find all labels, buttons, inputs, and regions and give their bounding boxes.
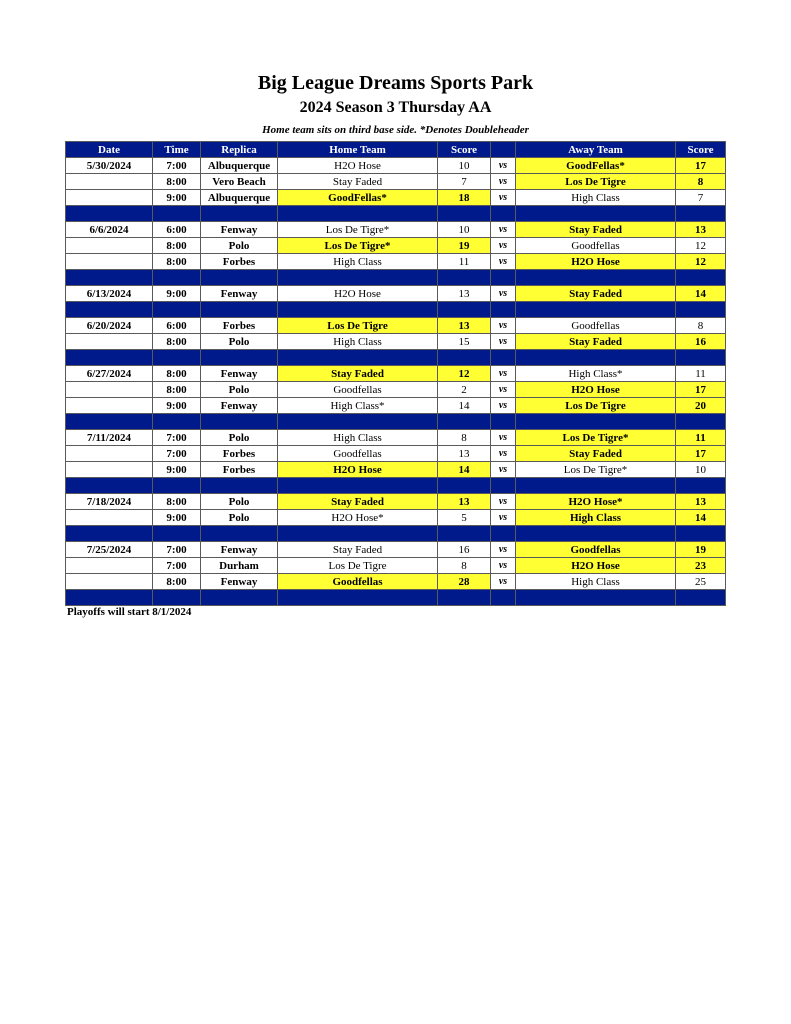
away-team: Goodfellas: [516, 238, 676, 254]
game-time: 9:00: [153, 462, 201, 478]
game-replica: Fenway: [201, 542, 278, 558]
separator-cell: [491, 478, 516, 494]
home-team: H2O Hose*: [278, 510, 438, 526]
separator-cell: [676, 526, 726, 542]
home-score: 8: [438, 430, 491, 446]
separator-cell: [516, 270, 676, 286]
vs-label: vs: [491, 222, 516, 238]
vs-label: vs: [491, 398, 516, 414]
away-team: High Class: [516, 510, 676, 526]
away-team: Goodfellas: [516, 318, 676, 334]
game-time: 9:00: [153, 190, 201, 206]
home-team: High Class: [278, 254, 438, 270]
game-time: 9:00: [153, 510, 201, 526]
separator-cell: [66, 414, 153, 430]
away-team: Stay Faded: [516, 286, 676, 302]
separator-cell: [66, 590, 153, 606]
separator-cell: [278, 206, 438, 222]
separator-cell: [516, 414, 676, 430]
separator-cell: [676, 270, 726, 286]
separator-cell: [491, 302, 516, 318]
away-team: Los De Tigre: [516, 174, 676, 190]
game-replica: Forbes: [201, 318, 278, 334]
home-team: Stay Faded: [278, 494, 438, 510]
game-replica: Forbes: [201, 254, 278, 270]
table-row: [66, 574, 726, 590]
home-team: Goodfellas: [278, 382, 438, 398]
home-team: High Class: [278, 430, 438, 446]
vs-label: vs: [491, 558, 516, 574]
game-time: 8:00: [153, 574, 201, 590]
vs-label: vs: [491, 462, 516, 478]
table-row: [66, 494, 726, 510]
home-team: Goodfellas: [278, 574, 438, 590]
separator-cell: [516, 302, 676, 318]
game-time: 7:00: [153, 558, 201, 574]
home-team: Stay Faded: [278, 542, 438, 558]
vs-label: vs: [491, 238, 516, 254]
separator-cell: [201, 590, 278, 606]
separator-cell: [516, 526, 676, 542]
separator-cell: [516, 350, 676, 366]
game-date: 6/6/2024: [66, 222, 153, 238]
game-time: 7:00: [153, 446, 201, 462]
away-team: Los De Tigre*: [516, 430, 676, 446]
separator-cell: [676, 414, 726, 430]
away-team: Los De Tigre: [516, 398, 676, 414]
home-score: 13: [438, 318, 491, 334]
vs-label: vs: [491, 158, 516, 174]
home-team: GoodFellas*: [278, 190, 438, 206]
away-team: High Class: [516, 574, 676, 590]
separator-cell: [516, 206, 676, 222]
week-separator: [66, 302, 726, 318]
separator-cell: [201, 350, 278, 366]
home-score: 15: [438, 334, 491, 350]
separator-cell: [438, 526, 491, 542]
home-team: High Class: [278, 334, 438, 350]
away-score: 20: [676, 398, 726, 414]
game-date-empty: [66, 446, 153, 462]
separator-cell: [153, 414, 201, 430]
game-date: 6/13/2024: [66, 286, 153, 302]
away-score: 23: [676, 558, 726, 574]
week-separator: [66, 206, 726, 222]
home-team: H2O Hose: [278, 286, 438, 302]
away-team: H2O Hose: [516, 382, 676, 398]
separator-cell: [201, 414, 278, 430]
schedule-body: [66, 158, 726, 606]
home-score: 13: [438, 446, 491, 462]
game-date: 7/18/2024: [66, 494, 153, 510]
separator-cell: [153, 478, 201, 494]
page-title: Big League Dreams Sports Park: [257, 72, 534, 94]
table-row: [66, 446, 726, 462]
col-header-home-score: Score: [438, 142, 491, 158]
vs-label: vs: [491, 286, 516, 302]
home-score: 13: [438, 286, 491, 302]
separator-cell: [278, 478, 438, 494]
table-row: [66, 510, 726, 526]
game-time: 9:00: [153, 398, 201, 414]
game-replica: Polo: [201, 494, 278, 510]
separator-cell: [153, 302, 201, 318]
separator-cell: [676, 478, 726, 494]
week-separator: [66, 270, 726, 286]
game-date: 7/25/2024: [66, 542, 153, 558]
separator-cell: [278, 350, 438, 366]
table-row: [66, 542, 726, 558]
separator-cell: [516, 478, 676, 494]
away-score: 12: [676, 254, 726, 270]
home-team: Stay Faded: [278, 174, 438, 190]
separator-cell: [438, 270, 491, 286]
table-row: [66, 398, 726, 414]
separator-cell: [201, 302, 278, 318]
game-time: 8:00: [153, 174, 201, 190]
game-time: 8:00: [153, 494, 201, 510]
separator-cell: [278, 414, 438, 430]
game-date-empty: [66, 398, 153, 414]
game-date: 5/30/2024: [66, 158, 153, 174]
home-team: Los De Tigre*: [278, 222, 438, 238]
table-row: [66, 190, 726, 206]
table-row: [66, 366, 726, 382]
separator-cell: [153, 270, 201, 286]
separator-cell: [278, 526, 438, 542]
separator-cell: [491, 590, 516, 606]
vs-label: vs: [491, 542, 516, 558]
separator-cell: [438, 590, 491, 606]
game-replica: Fenway: [201, 574, 278, 590]
game-replica: Fenway: [201, 366, 278, 382]
separator-cell: [201, 206, 278, 222]
separator-cell: [676, 206, 726, 222]
game-replica: Polo: [201, 430, 278, 446]
game-replica: Fenway: [201, 398, 278, 414]
game-replica: Fenway: [201, 286, 278, 302]
separator-cell: [438, 478, 491, 494]
separator-cell: [516, 590, 676, 606]
separator-cell: [66, 350, 153, 366]
game-date-empty: [66, 254, 153, 270]
away-team: H2O Hose: [516, 254, 676, 270]
away-score: 14: [676, 286, 726, 302]
away-score: 16: [676, 334, 726, 350]
vs-label: vs: [491, 494, 516, 510]
table-row: [66, 334, 726, 350]
home-score: 7: [438, 174, 491, 190]
home-score: 16: [438, 542, 491, 558]
home-team: Los De Tigre*: [278, 238, 438, 254]
separator-cell: [201, 478, 278, 494]
col-header-home-team: Home Team: [278, 142, 438, 158]
home-score: 14: [438, 398, 491, 414]
away-score: 17: [676, 446, 726, 462]
game-replica: Durham: [201, 558, 278, 574]
game-time: 7:00: [153, 542, 201, 558]
schedule-table: [65, 141, 726, 606]
table-row: [66, 158, 726, 174]
separator-cell: [153, 206, 201, 222]
vs-label: vs: [491, 446, 516, 462]
home-team: Goodfellas: [278, 446, 438, 462]
table-row: [66, 254, 726, 270]
separator-cell: [491, 526, 516, 542]
game-date: 6/20/2024: [66, 318, 153, 334]
game-date-empty: [66, 462, 153, 478]
game-time: 6:00: [153, 222, 201, 238]
separator-cell: [153, 590, 201, 606]
away-team: GoodFellas*: [516, 158, 676, 174]
vs-label: vs: [491, 174, 516, 190]
away-score: 19: [676, 542, 726, 558]
away-score: 13: [676, 494, 726, 510]
away-team: Stay Faded: [516, 222, 676, 238]
home-score: 28: [438, 574, 491, 590]
separator-cell: [278, 590, 438, 606]
home-score: 19: [438, 238, 491, 254]
game-date-empty: [66, 574, 153, 590]
away-team: High Class: [516, 190, 676, 206]
away-team: Stay Faded: [516, 446, 676, 462]
separator-cell: [66, 478, 153, 494]
game-date-empty: [66, 510, 153, 526]
away-score: 13: [676, 222, 726, 238]
game-time: 8:00: [153, 238, 201, 254]
away-score: 11: [676, 366, 726, 382]
game-replica: Vero Beach: [201, 174, 278, 190]
home-team: H2O Hose: [278, 462, 438, 478]
home-score: 2: [438, 382, 491, 398]
table-row: [66, 286, 726, 302]
home-score: 10: [438, 222, 491, 238]
away-score: 7: [676, 190, 726, 206]
game-replica: Fenway: [201, 222, 278, 238]
home-team: High Class*: [278, 398, 438, 414]
separator-cell: [278, 302, 438, 318]
separator-cell: [438, 302, 491, 318]
col-header-time: Time: [153, 142, 201, 158]
game-time: 6:00: [153, 318, 201, 334]
game-date: 6/27/2024: [66, 366, 153, 382]
week-separator: [66, 478, 726, 494]
separator-cell: [438, 206, 491, 222]
schedule-note: Home team sits on third base side. *Denotes Doubleheader: [262, 124, 529, 136]
home-team: Los De Tigre: [278, 318, 438, 334]
away-score: 11: [676, 430, 726, 446]
away-team: H2O Hose: [516, 558, 676, 574]
col-header-date: Date: [66, 142, 153, 158]
vs-label: vs: [491, 334, 516, 350]
home-score: 5: [438, 510, 491, 526]
away-score: 8: [676, 174, 726, 190]
game-time: 8:00: [153, 334, 201, 350]
playoffs-note: Playoffs will start 8/1/2024: [67, 606, 192, 618]
separator-cell: [491, 414, 516, 430]
vs-label: vs: [491, 366, 516, 382]
week-separator: [66, 590, 726, 606]
game-date-empty: [66, 558, 153, 574]
game-time: 8:00: [153, 366, 201, 382]
away-score: 17: [676, 158, 726, 174]
separator-cell: [153, 526, 201, 542]
vs-label: vs: [491, 574, 516, 590]
game-replica: Forbes: [201, 446, 278, 462]
game-replica: Albuquerque: [201, 190, 278, 206]
table-row: [66, 462, 726, 478]
home-score: 18: [438, 190, 491, 206]
game-replica: Polo: [201, 334, 278, 350]
home-score: 11: [438, 254, 491, 270]
game-replica: Albuquerque: [201, 158, 278, 174]
separator-cell: [66, 302, 153, 318]
week-separator: [66, 414, 726, 430]
home-score: 10: [438, 158, 491, 174]
away-team: Los De Tigre*: [516, 462, 676, 478]
game-replica: Polo: [201, 510, 278, 526]
home-score: 8: [438, 558, 491, 574]
away-score: 12: [676, 238, 726, 254]
separator-cell: [438, 350, 491, 366]
separator-cell: [66, 526, 153, 542]
game-date-empty: [66, 334, 153, 350]
separator-cell: [491, 270, 516, 286]
separator-cell: [438, 414, 491, 430]
table-row: [66, 430, 726, 446]
separator-cell: [491, 206, 516, 222]
game-time: 7:00: [153, 158, 201, 174]
week-separator: [66, 350, 726, 366]
away-team: H2O Hose*: [516, 494, 676, 510]
home-score: 14: [438, 462, 491, 478]
game-date: 7/11/2024: [66, 430, 153, 446]
separator-cell: [676, 590, 726, 606]
separator-cell: [278, 270, 438, 286]
table-row: [66, 174, 726, 190]
away-score: 10: [676, 462, 726, 478]
page-subtitle: 2024 Season 3 Thursday AA: [299, 99, 492, 116]
home-team: H2O Hose: [278, 158, 438, 174]
separator-cell: [676, 302, 726, 318]
away-team: Goodfellas: [516, 542, 676, 558]
separator-cell: [676, 350, 726, 366]
game-date-empty: [66, 238, 153, 254]
separator-cell: [201, 270, 278, 286]
separator-cell: [66, 206, 153, 222]
separator-cell: [491, 350, 516, 366]
table-row: [66, 382, 726, 398]
away-score: 8: [676, 318, 726, 334]
game-replica: Forbes: [201, 462, 278, 478]
game-time: 9:00: [153, 286, 201, 302]
away-team: Stay Faded: [516, 334, 676, 350]
game-time: 7:00: [153, 430, 201, 446]
game-time: 8:00: [153, 254, 201, 270]
table-row: [66, 222, 726, 238]
separator-cell: [201, 526, 278, 542]
vs-label: vs: [491, 510, 516, 526]
col-header-vs: [491, 142, 516, 158]
table-header-row: [66, 142, 726, 158]
col-header-away-score: Score: [676, 142, 726, 158]
vs-label: vs: [491, 318, 516, 334]
vs-label: vs: [491, 430, 516, 446]
table-row: [66, 558, 726, 574]
game-time: 8:00: [153, 382, 201, 398]
table-row: [66, 238, 726, 254]
vs-label: vs: [491, 382, 516, 398]
week-separator: [66, 526, 726, 542]
home-team: Los De Tigre: [278, 558, 438, 574]
game-replica: Polo: [201, 238, 278, 254]
col-header-away-team: Away Team: [516, 142, 676, 158]
game-date-empty: [66, 190, 153, 206]
vs-label: vs: [491, 254, 516, 270]
vs-label: vs: [491, 190, 516, 206]
away-team: High Class*: [516, 366, 676, 382]
game-replica: Polo: [201, 382, 278, 398]
away-score: 25: [676, 574, 726, 590]
table-row: [66, 318, 726, 334]
away-score: 14: [676, 510, 726, 526]
separator-cell: [153, 350, 201, 366]
home-team: Stay Faded: [278, 366, 438, 382]
separator-cell: [66, 270, 153, 286]
home-score: 13: [438, 494, 491, 510]
home-score: 12: [438, 366, 491, 382]
game-date-empty: [66, 174, 153, 190]
col-header-replica: Replica: [201, 142, 278, 158]
away-score: 17: [676, 382, 726, 398]
game-date-empty: [66, 382, 153, 398]
